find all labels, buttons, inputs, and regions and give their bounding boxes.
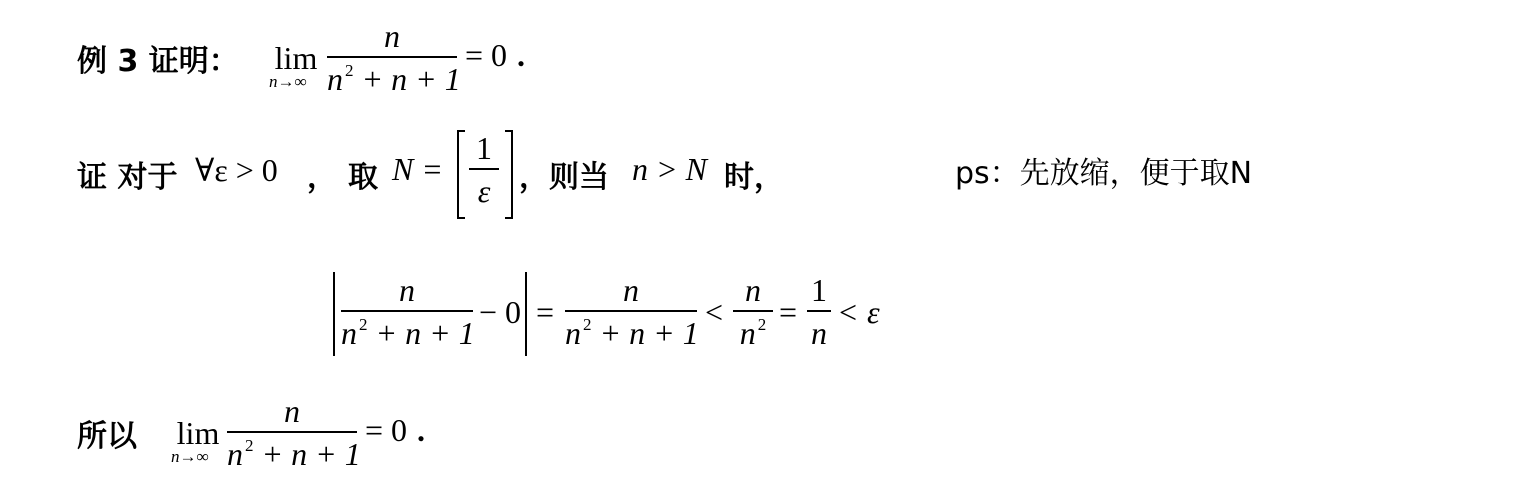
example-label: 例 3 证明：: [77, 44, 239, 79]
abs-bar-left: [333, 272, 335, 356]
conclusion-period: .: [417, 412, 425, 448]
lim-word: lim: [274, 40, 318, 76]
bracket-fraction-bar: [469, 168, 499, 170]
conclusion-equals-zero: = 0: [365, 412, 408, 448]
example-equals-zero: = 0: [465, 37, 508, 73]
fraction-denominator: n $^2$ + n + 1: [327, 61, 461, 97]
chain-lt-1: <: [705, 294, 724, 330]
proof-line: [77, 125, 837, 220]
conclusion-lim-subscript: n→∞: [171, 447, 209, 466]
proof-comma: ，: [307, 160, 337, 195]
side-note: ps：先放缩，便于取N: [955, 156, 1253, 191]
chain-eq-1: =: [536, 294, 555, 330]
forall-epsilon: ∀ε > 0: [195, 152, 278, 188]
chain-minus-zero: − 0: [479, 294, 522, 330]
lim-subscript: n→∞: [269, 72, 307, 91]
conclusion-fraction: n n $^2$ + n + 1: [227, 393, 361, 472]
chain-fraction-2: n n $^2$ + n + 1: [565, 272, 699, 351]
chain-fraction-1: n n $^2$ + n + 1: [341, 272, 475, 351]
conclusion-lim-word: lim: [176, 415, 220, 451]
chain-eq-2: =: [779, 294, 798, 330]
bracket-denominator: ε: [477, 173, 491, 209]
proof-then-when: ，则当: [519, 160, 609, 195]
fraction-bar: [327, 56, 457, 58]
inequality-chain: [333, 272, 893, 362]
fraction-numerator: n: [384, 18, 400, 54]
chain-fraction-4: 1 n: [807, 272, 831, 350]
proof-take: 取: [348, 160, 378, 195]
N-equals: N =: [392, 151, 443, 187]
chain-fraction-3: n n $^2$: [733, 272, 773, 356]
right-bracket: [505, 130, 513, 219]
left-bracket: [457, 130, 465, 219]
proof-prefix: 证 对于: [77, 160, 178, 195]
one-over-epsilon: [469, 130, 499, 210]
abs-bar-right: [525, 272, 527, 356]
conclusion-label: 所以: [77, 419, 137, 454]
chain-lt-2: <: [839, 294, 858, 330]
example-fraction: [327, 18, 461, 102]
chain-epsilon: ε: [867, 294, 880, 330]
example-line: [77, 18, 557, 100]
proof-time-suffix: 时，: [724, 160, 784, 195]
n-greater-N: n > N: [632, 151, 707, 187]
example-period: .: [517, 37, 525, 73]
conclusion-line: [77, 393, 457, 475]
bracket-numerator: 1: [476, 130, 492, 166]
